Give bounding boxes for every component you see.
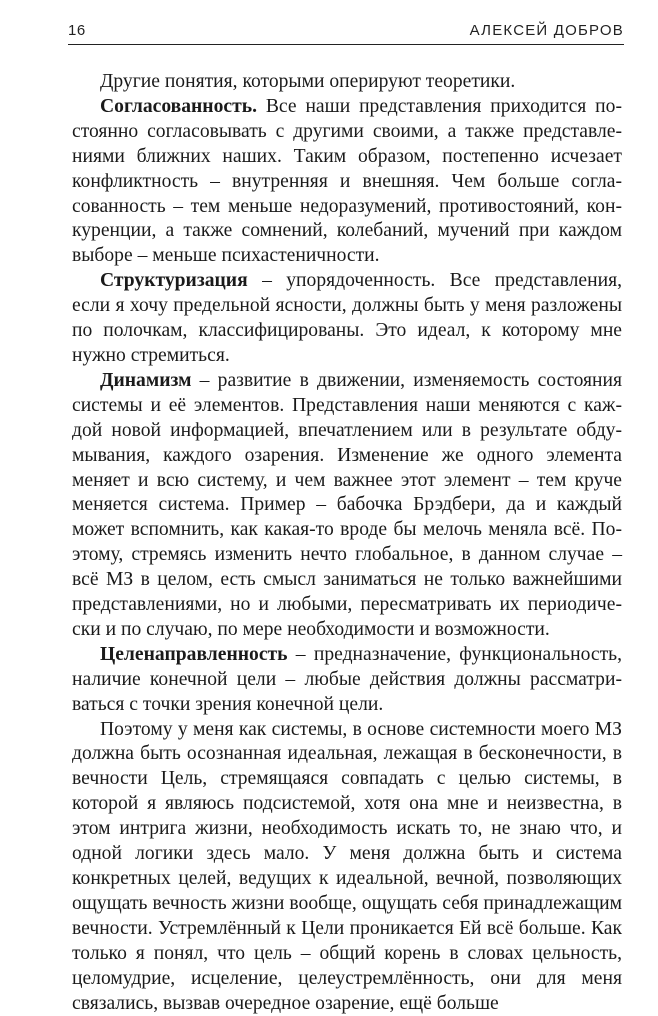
paragraph-coherence bbox=[72, 95, 622, 269]
header-rule bbox=[68, 44, 624, 45]
page-header bbox=[68, 14, 624, 46]
page-number: 16 bbox=[68, 22, 86, 39]
paragraph-text: – развитие в движении, изменяемость состояния системы и её элементов. Представления наши меняются с каждой новой информацией, впечатлением или в результате обдумывания, каждого озарения. Изменение же одного элемента меняет и всю систему, и чем важнее этот элемент – тем круче меняется система. Пример – бабочка Брэдбери, да и каждый может вспомнить, как какая-то вроде бы мелочь меняла всё. Поэтому, стремясь изменить нечто глобальное, в данном случае – всё МЗ в целом, есть смысл заниматься не только важнейшими представлениями, но и любыми, пересматривать их периодически и по случаю, по мере необходимости и возможности. bbox=[72, 369, 622, 640]
paragraph-text: – предназначение, функциональность, наличие конечной цели – любые действия должны рассматриваться с точки зрения конечной цели. bbox=[72, 643, 622, 715]
term-purposefulness: Целенаправленность bbox=[100, 643, 288, 665]
paragraph-purposefulness bbox=[72, 643, 622, 718]
term-structuring: Структуризация bbox=[100, 270, 248, 292]
paragraph-structuring bbox=[72, 269, 622, 369]
term-coherence: Согласованность. bbox=[100, 95, 257, 117]
paragraph-text: Все наши представления приходится постоянно согласовывать с другими своими, а также представлениями ближних наших. Таким образом, постепенно исчезает конфликтность – внутренняя и внешняя. Чем больше согласованность – тем меньше недоразумений, противостояний, конкуренции, а также сомнений, колебаний, мучений при каждом выборе – меньше психастеничности. bbox=[72, 95, 622, 267]
term-dynamism: Динамизм bbox=[100, 369, 192, 391]
paragraph-dynamism bbox=[72, 369, 622, 643]
body-text bbox=[72, 70, 622, 1016]
paragraph-text: Поэтому у меня как системы, в основе системности моего МЗ должна быть осознанная идеальная, лежащая в бесконечности, в вечности Цель, стремящаяся совпадать с целью системы, в которой я являюсь подсистемой, хотя она мне и неизвестна, в этом интрига жизни, необходимость искать то, не знаю что, и одной логики здесь мало. У меня должна быть и система конкретных целей, ведущих к идеальной, вечной, позволяющих ощущать вечность жизни вообще, ощущать себя принадлежащим вечности. Устремлённый к Цели проникается Ей всё больше. Как только я понял, что цель – общий корень в словах цельность, целомудрие, исцеление, целеустремлённость, они для меня связались, вызвав очередное озарение, ещё больше bbox=[72, 718, 622, 1014]
paragraph-goal bbox=[72, 718, 622, 1016]
paragraph-text: Другие понятия, которыми оперируют теоретики. bbox=[100, 71, 516, 92]
running-head-author: АЛЕКСЕЙ ДОБРОВ bbox=[469, 22, 624, 39]
paragraph-text: – упорядоченность. Все представления, если я хочу предельной ясности, должны быть у меня разложены по полочкам, классифицированы. Это идеал, к которому мне нужно стремиться. bbox=[72, 270, 622, 366]
paragraph-intro bbox=[72, 70, 622, 95]
